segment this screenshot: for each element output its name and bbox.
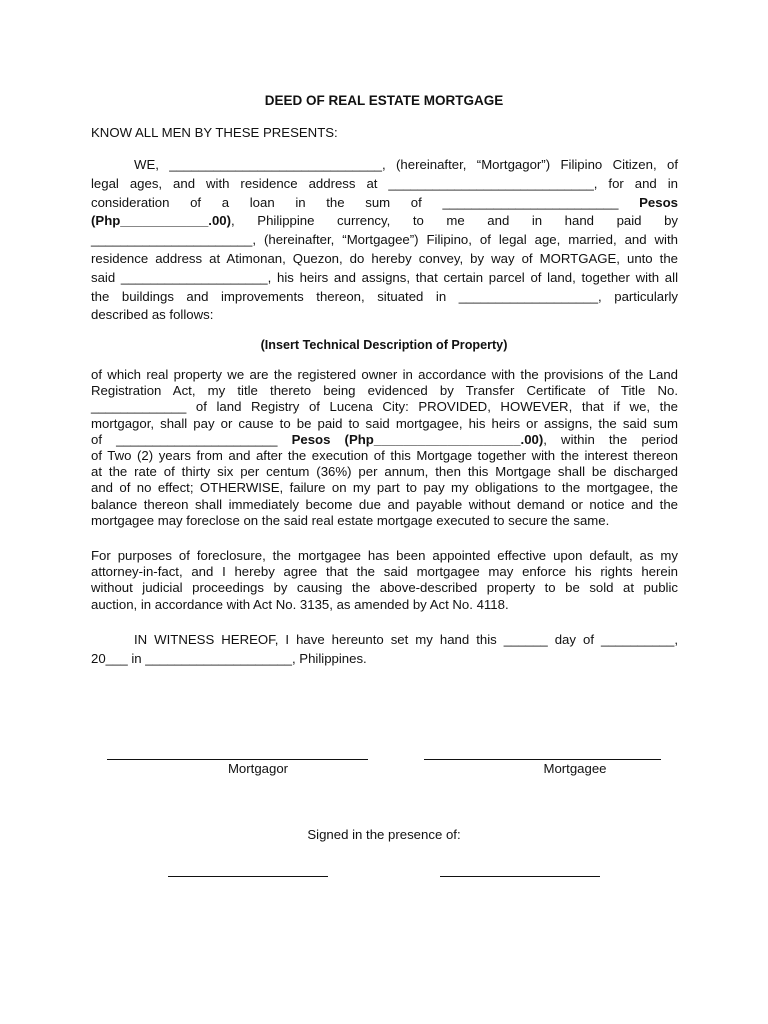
paragraph-foreclosure [91,548,678,613]
witness-presence-text: Signed in the presence of: [307,827,461,842]
mortgagor-label: Mortgagor [227,761,289,776]
text-line: said ____________________, his heirs and assigns, that certain parcel of land, together with all [91,269,678,285]
paragraph-mortgagor-details [91,156,678,325]
php-amount-bold: (Php____________.00) [91,213,232,229]
text-line: mortgagee may foreclose on the said real estate mortgage executed to secure the same. [91,512,610,528]
paragraph-witness [91,630,678,668]
text-line: auction, in accordance with Act No. 3135, as amended by Act No. 4118. [91,596,509,612]
technical-description-heading: (Insert Technical Description of Property) [260,338,508,352]
text-line: of which real property we are the registered owner in accordance with the provisions of the Land [91,367,678,382]
text-line: residence address at Atimonan, Quezon, do hereby convey, by way of MORTGAGE, unto the [91,250,678,266]
opening-clause: KNOW ALL MEN BY THESE PRESENTS: [91,125,338,140]
text-line: legal ages, and with residence address at ____________________________, for and in [91,175,678,191]
pesos-php-bold: Pesos (Php____________________.00) [291,431,544,447]
document-title: DEED OF REAL ESTATE MORTGAGE [264,93,504,108]
text-segment: , within the period [543,431,678,447]
mortgagee-label: Mortgagee [543,761,607,776]
text-line: 20___ in ____________________, Philippines. [91,651,367,666]
text-line: at the rate of thirty six per centum (36%) per annum, then this Mortgage shall be discharged [91,464,678,480]
witness-signature-line-1 [168,876,328,877]
text-line: _____________ of land Registry of Lucena City: PROVIDED, HOWEVER, that if we, the [91,399,678,415]
text-line [91,432,678,448]
text-line: without judicial proceedings by causing the above-described property to be sold at public [91,580,678,596]
witness-signature-line-2 [440,876,600,877]
paragraph-property-conditions [91,367,678,529]
text-line: Registration Act, my title thereto being evidenced by Transfer Certificate of Title No. [91,383,678,399]
text-line [91,194,678,213]
text-segment: consideration of a loan in the sum of ________________________ [91,194,640,210]
text-line: ______________________, (hereinafter, “Mortgagee”) Filipino, of legal age, married, and with [91,232,678,248]
text-line: mortgagor, shall pay or cause to be paid to said mortgagee, his heirs or assigns, the said sum [91,415,678,431]
text-line: For purposes of foreclosure, the mortgagee has been appointed effective upon default, as my [91,548,678,563]
text-line: WE, _____________________________, (hereinafter, “Mortgagor”) Filipino Citizen, of [134,157,678,172]
mortgagor-signature-line [107,759,368,760]
text-segment: , Philippine currency, to me and in hand paid by [231,213,678,229]
mortgagee-signature-line [424,759,661,760]
pesos-bold: Pesos [639,194,678,210]
text-line: and of no effect; OTHERWISE, failure on my part to pay my obligations to the mortgagee, the [91,480,678,496]
text-line: IN WITNESS HEREOF, I have hereunto set my hand this ______ day of __________, [134,632,678,647]
text-line: balance thereon shall immediately become due and payable without demand or notice and the [91,496,678,512]
text-line [91,212,678,231]
text-line: described as follows: [91,307,214,323]
text-line: of Two (2) years from and after the execution of this Mortgage together with the interest thereon [91,448,678,464]
text-line: attorney-in-fact, and I hereby agree that the said mortgagee may enforce his rights herein [91,564,678,580]
text-segment: of ______________________ [91,431,292,447]
text-line: the buildings and improvements thereon, situated in ___________________, particularly [91,288,678,304]
